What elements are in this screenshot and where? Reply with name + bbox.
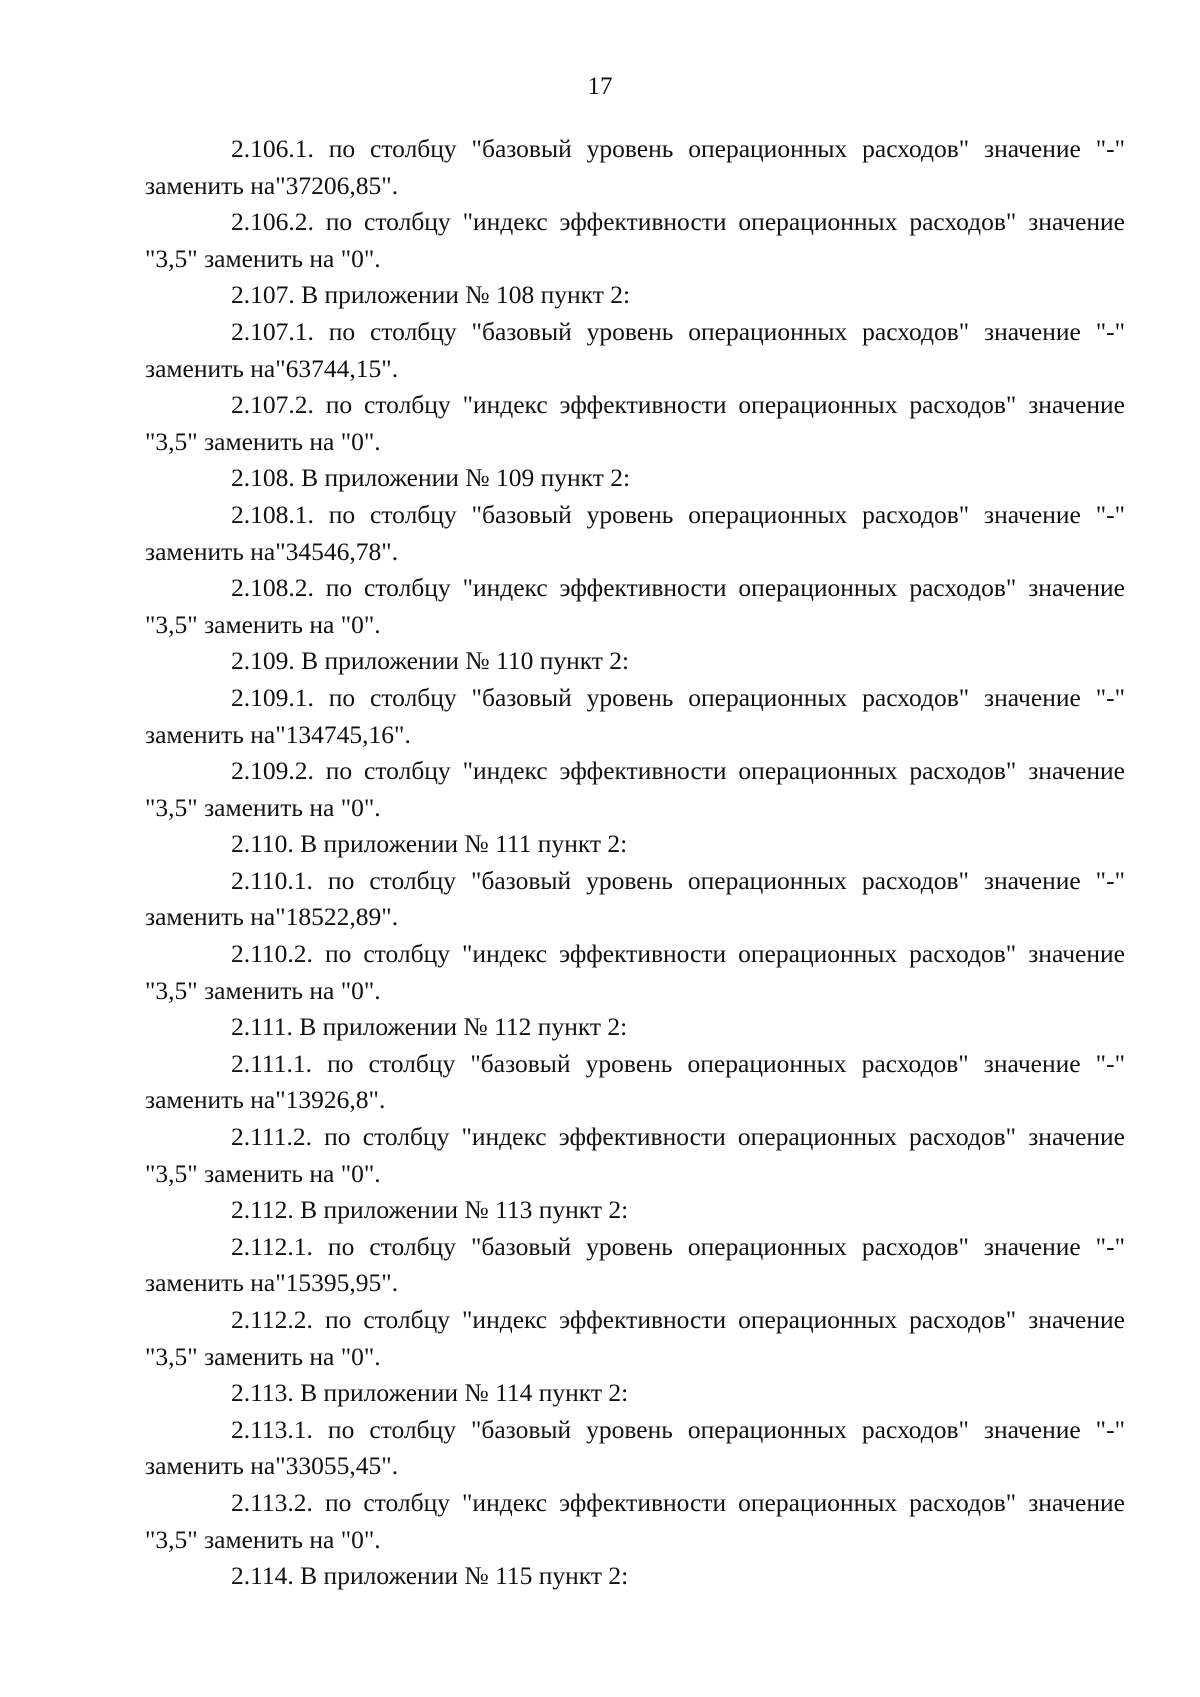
paragraph-2-109-1: 2.109.1. по столбцу "базовый уровень операционных расходов" значение "-" заменить на"134745,16". <box>145 682 1125 749</box>
paragraph-2-110: 2.110. В приложении № 111 пункт 2: <box>231 829 628 859</box>
paragraph-2-108: 2.108. В приложении № 109 пункт 2: <box>231 463 631 493</box>
paragraph-2-106-1: 2.106.1. по столбцу "базовый уровень операционных расходов" значение "-" заменить на"37206,85". <box>145 134 1125 200</box>
paragraph-2-112-2: 2.112.2. по столбцу "индекс эффективности операционных расходов" значение "3,5" заменить на "0". <box>145 1305 1125 1371</box>
paragraph-2-110-2: 2.110.2. по столбцу "индекс эффективности операционных расходов" значение "3,5" заменить на "0". <box>145 939 1125 1005</box>
paragraph-2-112: 2.112. В приложении № 113 пункт 2: <box>231 1195 629 1225</box>
paragraph-2-108-1: 2.108.1. по столбцу "базовый уровень операционных расходов" значение "-" заменить на"34546,78". <box>145 499 1125 566</box>
paragraph-2-113-2: 2.113.2. по столбцу "индекс эффективности операционных расходов" значение "3,5" заменить на "0". <box>145 1487 1125 1554</box>
paragraph-2-114: 2.114. В приложении № 115 пункт 2: <box>231 1561 629 1591</box>
paragraph-2-106-2: 2.106.2. по столбцу "индекс эффективности операционных расходов" значение "3,5" заменить на "0". <box>145 207 1125 273</box>
paragraph-2-107-1: 2.107.1. по столбцу "базовый уровень операционных расходов" значение "-" заменить на"63744,15". <box>145 316 1125 383</box>
paragraph-2-111-2: 2.111.2. по столбцу "индекс эффективности операционных расходов" значение "3,5" заменить на "0". <box>145 1122 1125 1188</box>
page-number: 17 <box>587 73 613 100</box>
paragraph-2-107: 2.107. В приложении № 108 пункт 2: <box>231 280 631 310</box>
paragraph-2-110-1: 2.110.1. по столбцу "базовый уровень операционных расходов" значение "-" заменить на"18522,89". <box>145 865 1125 932</box>
paragraph-2-108-2: 2.108.2. по столбцу "индекс эффективности операционных расходов" значение "3,5" заменить на "0". <box>145 573 1125 639</box>
document-body <box>145 131 1125 1595</box>
paragraph-2-107-2: 2.107.2. по столбцу "индекс эффективности операционных расходов" значение "3,5" заменить на "0". <box>145 390 1125 456</box>
paragraph-2-111-1: 2.111.1. по столбцу "базовый уровень операционных расходов" значение "-" заменить на"13926,8". <box>145 1048 1125 1115</box>
paragraph-2-109: 2.109. В приложении № 110 пункт 2: <box>231 646 630 676</box>
paragraph-2-112-1: 2.112.1. по столбцу "базовый уровень операционных расходов" значение "-" заменить на"15395,95". <box>145 1231 1125 1298</box>
paragraph-2-109-2: 2.109.2. по столбцу "индекс эффективности операционных расходов" значение "3,5" заменить на "0". <box>145 756 1125 822</box>
paragraph-2-113: 2.113. В приложении № 114 пункт 2: <box>231 1378 629 1408</box>
paragraph-2-113-1: 2.113.1. по столбцу "базовый уровень операционных расходов" значение "-" заменить на"33055,45". <box>145 1414 1125 1481</box>
paragraph-2-111: 2.111. В приложении № 112 пункт 2: <box>231 1012 628 1042</box>
